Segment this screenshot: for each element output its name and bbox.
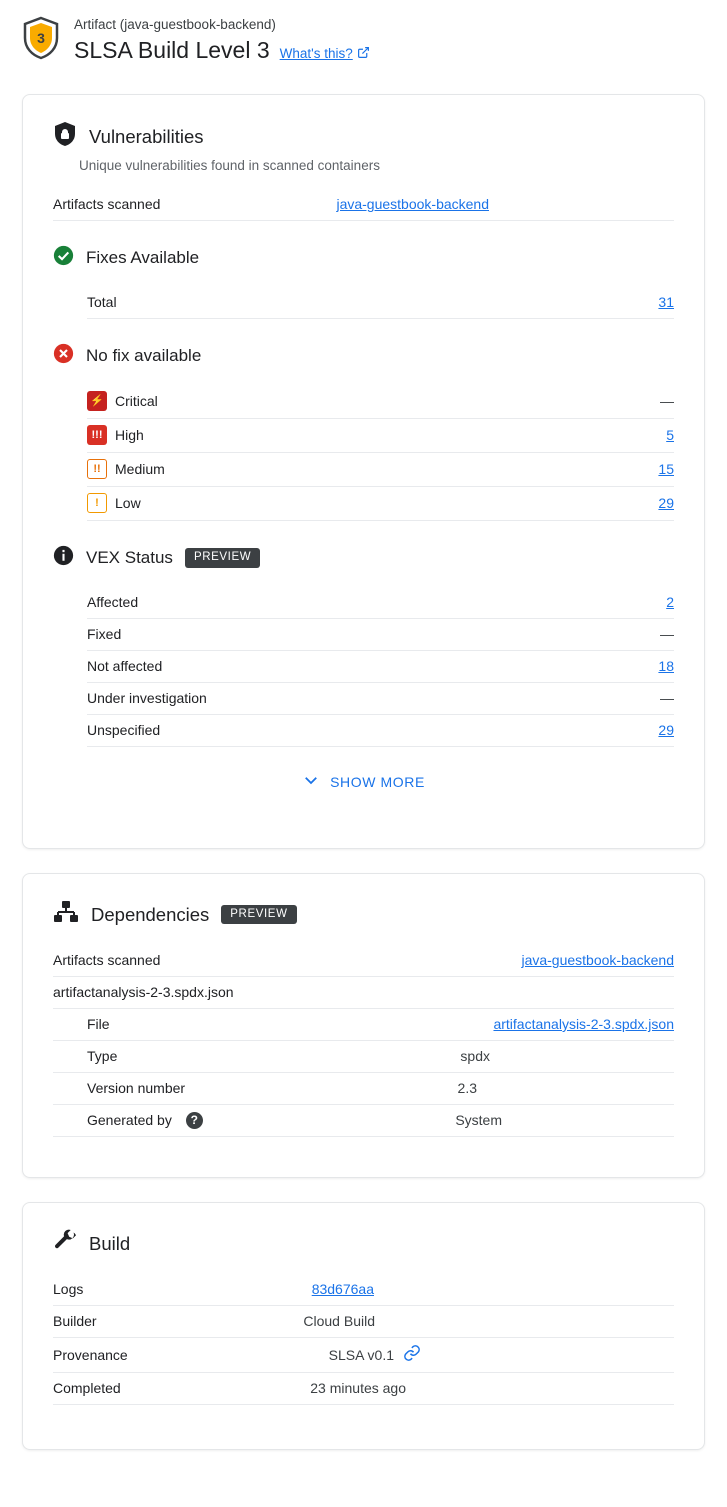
row-value-group <box>329 1344 421 1365</box>
row-label: Logs <box>53 1281 84 1297</box>
row-label: Under investigation <box>87 690 207 706</box>
row-value: spdx <box>460 1048 490 1064</box>
table-row <box>53 1009 674 1041</box>
artifacts-scanned-label: Artifacts scanned <box>53 196 161 212</box>
check-circle-icon <box>53 245 74 271</box>
table-row <box>53 1373 674 1405</box>
sbom-file-group-label: artifactanalysis-2-3.spdx.json <box>53 984 234 1000</box>
whats-this-link[interactable] <box>280 46 370 62</box>
row-label: Critical <box>115 393 158 409</box>
vulnerabilities-subtitle: Unique vulnerabilities found in scanned containers <box>79 158 380 173</box>
severity-high-label <box>87 425 144 445</box>
table-row <box>87 715 674 747</box>
show-more-label: SHOW MORE <box>330 773 425 790</box>
link-chain-icon[interactable] <box>403 1344 421 1365</box>
page-title: SLSA Build Level 3 <box>74 37 270 63</box>
card-bottom-spacer <box>23 822 704 848</box>
slsa-title-row <box>74 37 370 64</box>
chevron-down-icon <box>302 771 320 792</box>
row-label: Provenance <box>53 1346 128 1363</box>
table-row <box>53 1105 674 1137</box>
low-severity-icon: ! <box>87 493 107 513</box>
vulnerabilities-card <box>22 94 705 849</box>
table-row <box>53 1274 674 1306</box>
critical-severity-icon: ⚡ <box>87 391 107 411</box>
severity-critical-label <box>87 391 158 411</box>
info-icon <box>53 545 74 571</box>
error-circle-icon <box>53 343 74 369</box>
artifacts-scanned-label: Artifacts scanned <box>53 952 161 968</box>
build-table <box>23 1274 704 1405</box>
row-label: Low <box>115 495 141 511</box>
vex-status-table <box>23 587 704 747</box>
vex-status-title: VEX Status <box>86 548 173 567</box>
no-fix-available-header <box>23 319 704 369</box>
table-row <box>87 487 674 521</box>
table-row <box>53 945 674 977</box>
row-label: Not affected <box>87 658 163 674</box>
vulnerabilities-title: Vulnerabilities <box>89 125 204 147</box>
table-row <box>87 587 674 619</box>
shield-icon <box>53 121 77 152</box>
row-value[interactable]: 5 <box>666 427 674 443</box>
artifact-subtitle: Artifact (java-guestbook-backend) <box>74 17 276 32</box>
row-value: — <box>660 393 674 409</box>
medium-severity-icon: !! <box>87 459 107 479</box>
table-row <box>53 1306 674 1338</box>
vulnerabilities-card-header <box>23 95 704 152</box>
row-label: Fixed <box>87 626 122 642</box>
row-label: Total <box>87 294 117 310</box>
artifacts-scanned-link[interactable]: java-guestbook-backend <box>336 196 489 212</box>
dependencies-card <box>22 873 705 1178</box>
row-label: Medium <box>115 461 165 477</box>
row-value[interactable]: artifactanalysis-2-3.spdx.json <box>493 1016 674 1032</box>
row-value: 2.3 <box>457 1080 477 1096</box>
dependencies-preview-badge: PREVIEW <box>221 905 296 925</box>
row-value: System <box>455 1112 502 1128</box>
card-bottom-spacer <box>23 1137 704 1177</box>
row-value: — <box>660 626 674 642</box>
table-row <box>53 1073 674 1105</box>
build-card <box>22 1202 705 1450</box>
table-row <box>53 1041 674 1073</box>
build-card-header <box>23 1203 704 1258</box>
table-row-file-group <box>53 977 674 1009</box>
no-fix-available-table <box>23 385 704 521</box>
card-bottom-spacer <box>23 1405 704 1449</box>
row-value[interactable]: 83d676aa <box>311 1281 374 1297</box>
help-icon[interactable]: ? <box>186 1112 203 1129</box>
severity-low-label <box>87 493 141 513</box>
row-value: SLSA v0.1 <box>328 1346 394 1363</box>
fixes-available-title: Fixes Available <box>86 248 200 267</box>
row-value[interactable]: 29 <box>658 495 674 511</box>
build-title: Build <box>89 1232 131 1254</box>
row-value[interactable]: 29 <box>658 722 674 738</box>
row-value[interactable]: 18 <box>658 658 674 674</box>
header-texts <box>74 14 370 64</box>
row-label-text: Generated by <box>87 1112 172 1128</box>
table-row <box>87 287 674 319</box>
row-value[interactable]: 31 <box>658 294 674 310</box>
row-label: Type <box>87 1048 118 1064</box>
row-label: Version number <box>87 1080 186 1096</box>
row-label: High <box>115 427 144 443</box>
row-value: 23 minutes ago <box>310 1380 406 1396</box>
table-row <box>87 419 674 453</box>
row-label: Completed <box>53 1380 121 1396</box>
page-header <box>0 0 727 64</box>
artifacts-scanned-link[interactable]: java-guestbook-backend <box>521 952 674 968</box>
row-label: File <box>87 1016 110 1032</box>
table-row <box>53 189 674 221</box>
row-label: Affected <box>87 594 139 610</box>
table-row <box>87 683 674 715</box>
no-fix-available-title: No fix available <box>86 346 202 365</box>
whats-this-label: What's this? <box>279 46 353 61</box>
high-severity-icon: !!! <box>87 425 107 445</box>
row-value: — <box>660 690 674 706</box>
fixes-available-header <box>23 221 704 271</box>
table-row <box>87 453 674 487</box>
vex-status-header <box>23 521 704 571</box>
dependencies-card-header <box>23 874 704 929</box>
slsa-level-badge-icon <box>22 16 60 58</box>
vex-preview-badge: PREVIEW <box>185 548 260 568</box>
table-row <box>87 385 674 419</box>
table-row <box>87 619 674 651</box>
row-value[interactable]: 15 <box>658 461 674 477</box>
dependencies-hierarchy-icon <box>53 900 79 929</box>
fixes-available-table <box>23 287 704 319</box>
row-label: Unspecified <box>87 722 161 738</box>
wrench-icon <box>53 1229 77 1258</box>
table-row <box>87 651 674 683</box>
slsa-level-number: 3 <box>37 30 45 46</box>
show-more-button[interactable] <box>23 747 704 822</box>
vulnerabilities-scanned-table <box>23 189 704 221</box>
external-link-icon <box>357 46 370 62</box>
table-row <box>53 1338 674 1373</box>
row-label: Builder <box>53 1313 97 1329</box>
row-value[interactable]: 2 <box>666 594 674 610</box>
dependencies-title: Dependencies <box>91 903 210 925</box>
row-label <box>87 1112 203 1129</box>
row-value: Cloud Build <box>303 1313 375 1329</box>
severity-medium-label <box>87 459 165 479</box>
dependencies-table <box>23 945 704 1137</box>
